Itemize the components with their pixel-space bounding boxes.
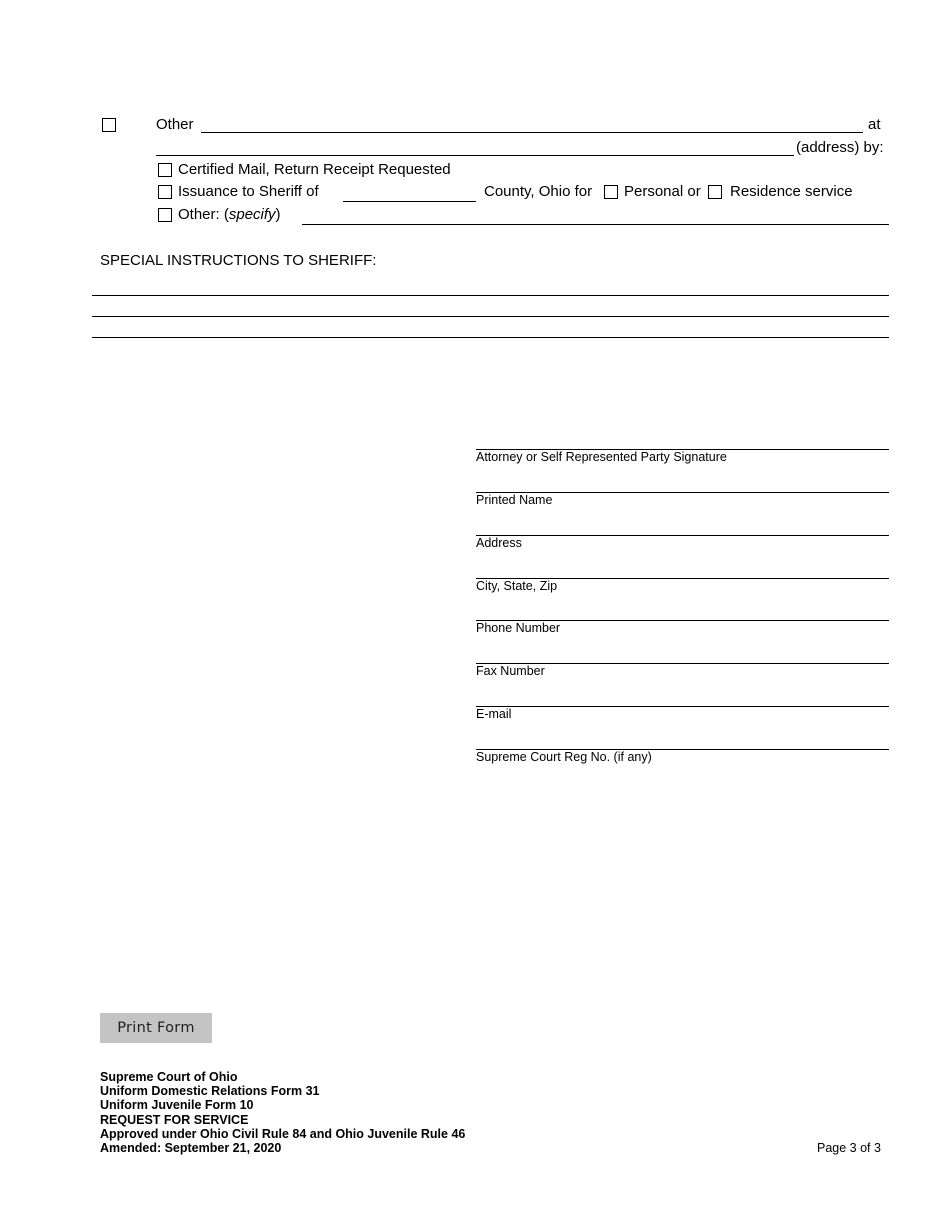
address-by-label: (address) by: [796,139,884,156]
footer-approved: Approved under Ohio Civil Rule 84 and Ohio Juvenile Rule 46 [100,1126,466,1141]
issuance-sheriff-checkbox[interactable] [158,185,172,199]
instructions-line-2[interactable] [92,316,889,317]
signature-label: Attorney or Self Represented Party Signature [476,450,727,464]
other-specify-label: Other: (specify) [178,206,281,223]
address-input-line[interactable] [156,155,794,156]
address-sig-input-line[interactable] [476,535,889,536]
personal-label: Personal or [624,183,701,200]
footer-form-title: REQUEST FOR SERVICE [100,1112,249,1127]
other-specify-checkbox[interactable] [158,208,172,222]
footer-court: Supreme Court of Ohio [100,1070,238,1084]
print-form-button[interactable]: Print Form [100,1013,212,1043]
city-state-zip-label: City, State, Zip [476,579,558,593]
instructions-line-1[interactable] [92,295,889,296]
instructions-line-3[interactable] [92,337,889,338]
other-label: Other [156,116,194,133]
footer-dr-form: Uniform Domestic Relations Form 31 [100,1084,320,1099]
other-input-line[interactable] [201,132,863,133]
county-input-line[interactable] [343,201,476,202]
footer-juvenile-form: Uniform Juvenile Form 10 [100,1098,254,1113]
residence-checkbox[interactable] [708,185,722,199]
other-specify-input-line[interactable] [302,224,889,225]
issuance-sheriff-label: Issuance to Sheriff of [178,183,319,200]
certified-mail-checkbox[interactable] [158,163,172,177]
reg-no-label: Supreme Court Reg No. (if any) [476,750,652,764]
address-sig-label: Address [476,536,522,550]
printed-name-label: Printed Name [476,493,553,507]
fax-label: Fax Number [476,664,545,678]
special-instructions-label: SPECIAL INSTRUCTIONS TO SHERIFF: [100,252,377,269]
personal-checkbox[interactable] [604,185,618,199]
form-footer [100,1070,465,1155]
footer-amended: Amended: September 21, 2020 [100,1141,282,1156]
phone-label: Phone Number [476,621,561,635]
at-label: at [868,116,881,133]
county-ohio-label: County, Ohio for [484,183,593,200]
certified-mail-label: Certified Mail, Return Receipt Requested [178,161,451,178]
other-checkbox[interactable] [102,118,116,132]
residence-label: Residence service [730,183,853,200]
email-label: E-mail [476,707,512,721]
page-number: Page 3 of 3 [817,1141,881,1155]
email-input-line[interactable] [476,706,889,707]
